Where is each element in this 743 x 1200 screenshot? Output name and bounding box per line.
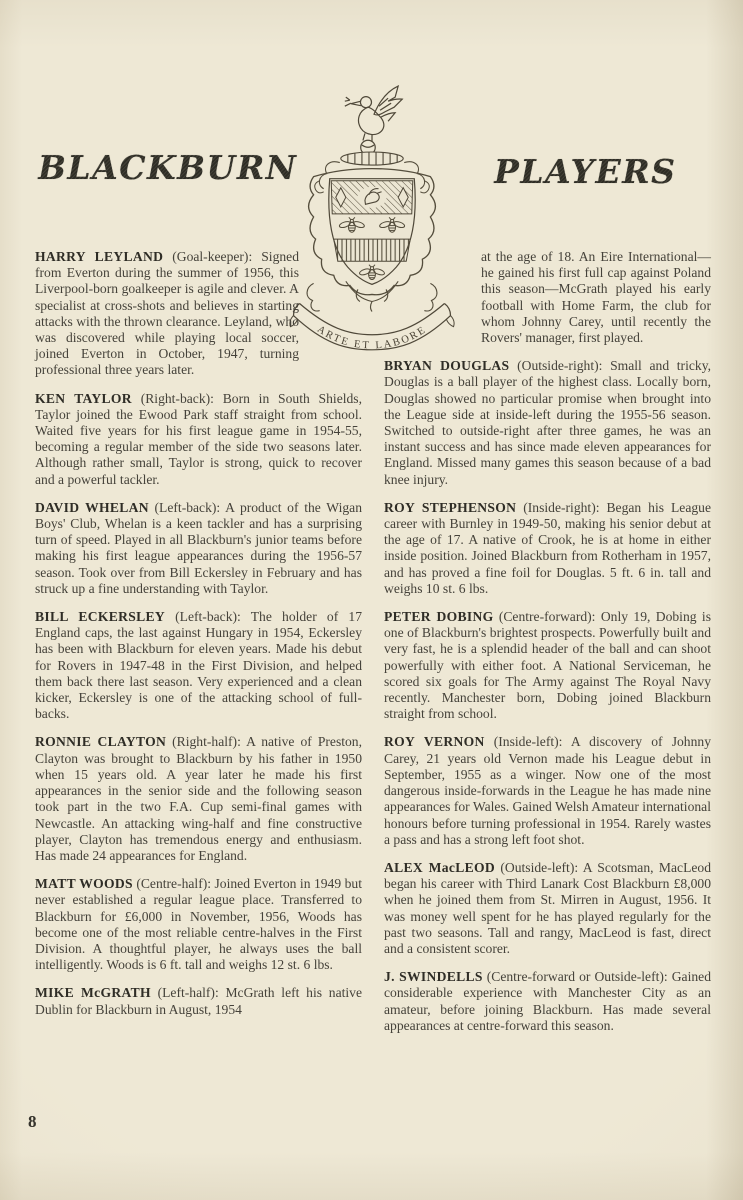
left-column [35, 249, 362, 1046]
player-name: ROY STEPHENSON [384, 499, 517, 515]
player-entry-david-whelan: DAVID WHELAN (Left-back): A product of the Wigan Boys' Club, Whelan is a keen tackler and has a surprising turn of speed. Played in all Blackburn's junior teams before making his first league appearances during the 1956-57 season. Took over from Bill Eckersley in February and has struck up a fine understanding with Taylor. [35, 499, 362, 596]
player-name: MATT WOODS [35, 876, 133, 892]
player-entry-ronnie-clayton: RONNIE CLAYTON (Right-half): A native of Preston, Clayton was brought to Blackburn by his father in 1950 when 15 years old. A year later he made his first appearances in the senior side and the following season took part in the two F.A. Cup semi-final games with Newcastle. An attacking wing-half and fine constructive player, Clayton has tremendous energy and enthusiasm. Has made 24 appearances for England. [35, 734, 363, 863]
player-name: HARRY LEYLAND [35, 249, 164, 264]
page-number: 8 [28, 1112, 37, 1131]
player-entry-bryan-douglas: BRYAN DOUGLAS (Outside-right): Small and tricky, Douglas is a ball player of the highest class. Locally born, Douglas showed no particular promise when brought into the League side at inside-left during the 1955-56 season. Switched to outside-right after three games, he was an instant success and has since made eleven appearances for England. Missed many games this season because of a bad knee injury. [384, 358, 712, 487]
page-title-blackburn: BLACKBURN [38, 148, 298, 187]
player-name: J. SWINDELLS [384, 969, 483, 985]
player-name: DAVID WHELAN [35, 499, 149, 515]
player-name: KEN TAYLOR [35, 390, 132, 406]
player-name: BILL ECKERSLEY [35, 609, 165, 625]
player-entry-mike-mcgrath: MIKE McGRATH (Left-half): McGrath left his native Dublin for Blackburn in August, 1954 [35, 985, 362, 1017]
torse [341, 152, 403, 165]
player-name: MIKE McGRATH [35, 985, 151, 1001]
player-name: BRYAN DOUGLAS [384, 358, 510, 374]
player-name: ROY VERNON [384, 734, 485, 750]
page-title-players: PLAYERS [494, 152, 677, 191]
crest-motto-text: ARTE ET LABORE [314, 324, 429, 352]
player-entry-roy-vernon: ROY VERNON (Inside-left): A discovery of Johnny Carey, 21 years old Vernon made his League debut in September, 1955 as a winger. Now one of the most dangerous inside-forwards in the League he has made nine appearances for Wales. Gained Welsh Amateur international honours before turning professional in 1954. Rarely wastes a pass and has a strong left foot shot. [384, 734, 711, 847]
player-bio-columns [35, 249, 711, 1046]
player-entry-harry-leyland: HARRY LEYLAND (Goal-keeper): Signed from Everton during the summer of 1956, this Liverpool-born goalkeeper is agile and clever. A specialist at cross-shots and believes in starting attacks with the thrown clearance. Leyland, who was discovered while playing local soccer, joined Everton in October, 1947, turning professional three years later. [35, 249, 362, 379]
player-entry-alex-macleod: ALEX MacLEOD (Outside-left): A Scotsman, MacLeod began his career with Third Lanark Cost Blackburn £8,000 when he joined them from St. Mirren in August, 1956. It was money well spent for he has played regularly for the past two seasons. Tall and rangy, MacLeod is fast, direct and a consistent scorer. [384, 859, 712, 956]
player-entry-roy-stephenson: ROY STEPHENSON (Inside-right): Began his League career with Burnley in 1949-50, making his senior debut at the age of 17. A native of Crook, he is at home in either inside position. Joined Blackburn from Rotherham in 1957, and has proved a fine foil for Douglas. 5 ft. 6 in. tall and weighs 10 st. 6 lbs. [384, 499, 711, 596]
player-entry-j-swindells: J. SWINDELLS (Centre-forward or Outside-left): Gained considerable experience with Manchester City as an amateur, before joining Blackburn. Has made several appearances at centre-forward this season. [384, 969, 711, 1033]
crest-text-wrap-spacer [299, 249, 362, 363]
player-entry-peter-dobing: PETER DOBING (Centre-forward): Only 19, Dobing is one of Blackburn's brightest prospects. Powerfully built and very fast, he is a splendid header of the ball and can shoot powerfully with either foot. A National Serviceman, he scored six goals for The Army against The Royal Navy recently. Manchester born, Dobing joined Blackburn straight from school. [384, 609, 711, 722]
player-entry-matt-woods: MATT WOODS (Centre-half): Joined Everton in 1949 but never established a regular league place. Transferred to Blackburn for £6,000 in November, 1956, Woods has become one of the most reliable centre-halves in the First Division. A thoughtful player, he always uses the ball intelligently. Woods is 6 ft. tall and weighs 12 st. 6 lbs. [35, 876, 362, 973]
right-column [384, 249, 711, 1046]
player-entry-bill-eckersley: BILL ECKERSLEY (Left-back): The holder of 17 England caps, the last against Hungary in 1954, Eckersley has been with Blackburn for eleven years. Made his debut for Rovers in 1947-48 in the First Division, and helped them back there last season. Very experienced and a clean kicker, Eckersley is one of the attacking school of full-backs. [35, 609, 362, 722]
player-entry-ken-taylor: KEN TAYLOR (Right-back): Born in South Shields, Taylor joined the Ewood Park staff straight from school. Waited five years for his first league game in 1954-55, becoming a regular member of the side two seasons later. Although rather small, Taylor is strong, quick to recover and a powerful tackler. [35, 390, 362, 487]
mcgrath-bio-continued: at the age of 18. An Eire International—he gained his first full cap against Poland this season—McGrath played his early football with Home Farm, the club for whom Johnny Carey, until recently the Rovers' manager, first played. [481, 249, 711, 346]
player-name: ALEX MacLEOD [384, 859, 495, 875]
player-name: RONNIE CLAYTON [35, 734, 167, 750]
player-name: PETER DOBING [384, 609, 494, 625]
liver-bird-icon [345, 86, 402, 155]
